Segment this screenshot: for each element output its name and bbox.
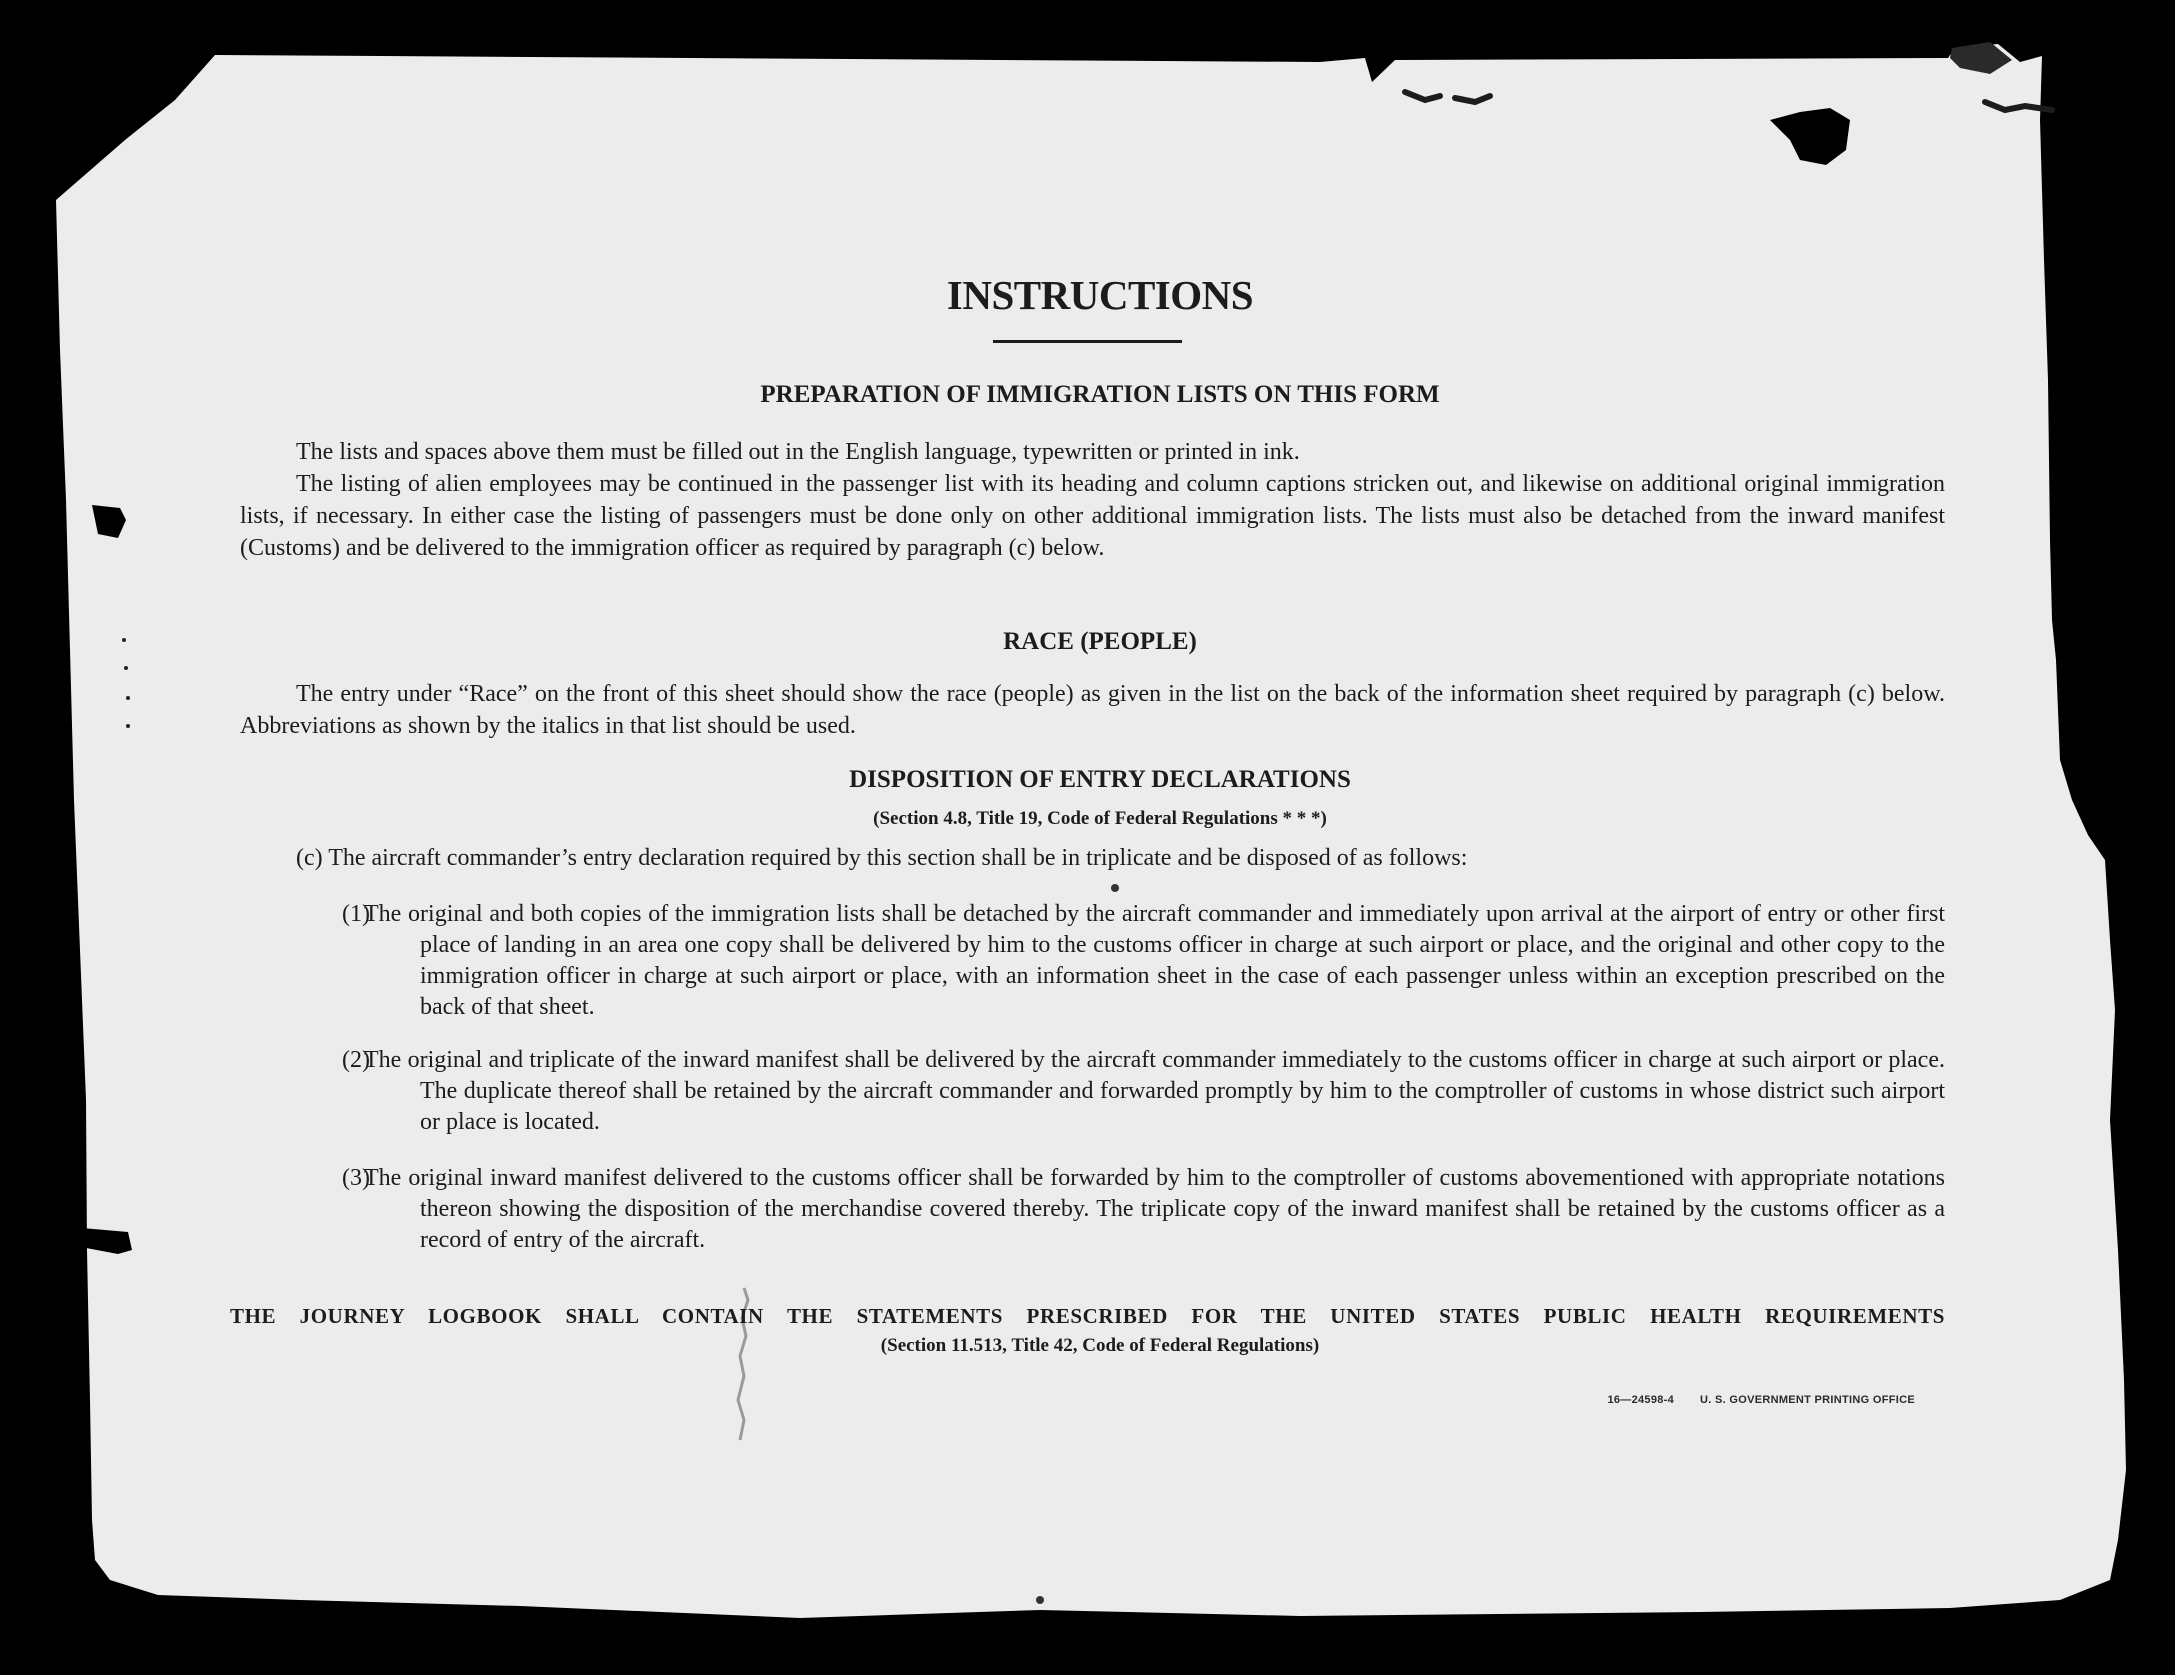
item-number: (3)	[342, 1165, 370, 1191]
speck	[1036, 1596, 1044, 1604]
race-paragraph: The entry under “Race” on the front of this sheet should show the race (people) as given in the list on the back of the information sheet required by paragraph (c) below. Abbreviations as shown by the italics in that list should be used.	[240, 681, 1945, 739]
item-text: The original and both copies of the immigration lists shall be detached by the aircraft commander and immediately upon arrival at the airport of entry or other first place of landing in an area one copy shall be delivered by him to the customs officer in charge at such airport or place, and the original and other copy to the immigration officer in charge at such airport or place, with an information sheet in the case of each passenger unless within an exception prescribed on the back of that sheet.	[364, 901, 1945, 1020]
item-text: The original and triplicate of the inward manifest shall be delivered by the aircraft commander immediately to the customs officer in charge at such airport or place. The duplicate thereof shall be retained by the aircraft commander and forwarded promptly by him to the comptroller of customs in whose district such airport or place is located.	[364, 1047, 1945, 1135]
journey-statement: THE JOURNEY LOGBOOK SHALL CONTAIN THE STATEMENTS PRESCRIBED FOR THE UNITED STATES PUBLIC HEALTH REQUIREMENTS	[230, 1304, 1945, 1328]
speck	[124, 666, 128, 670]
speck	[1111, 884, 1119, 892]
form-code: 16—24598-4	[1607, 1394, 1675, 1406]
printing-office: U. S. GOVERNMENT PRINTING OFFICE	[1700, 1394, 1915, 1406]
item-text: The original inward manifest delivered to the customs officer shall be forwarded by him to the comptroller of customs abovementioned with appropriate notations thereon showing the disposition of the merchandise covered thereby. The triplicate copy of the inward manifest shall be retained by the customs officer as a record of entry of the aircraft.	[364, 1165, 1945, 1253]
speck	[126, 724, 130, 728]
speck	[126, 696, 130, 700]
disposition-item-3	[342, 1163, 1945, 1256]
journey-citation: (Section 11.513, Title 42, Code of Federal Regulations)	[880, 1335, 1320, 1356]
speck	[122, 638, 126, 642]
item-number: (2)	[342, 1047, 370, 1073]
disposition-citation: (Section 4.8, Title 19, Code of Federal Regulations * * *)	[873, 808, 1327, 829]
heading-race: RACE (PEOPLE)	[1003, 628, 1197, 655]
disposition-item-1	[342, 899, 1945, 1023]
intro-text: The aircraft commander’s entry declaration required by this section shall be in triplicate and be disposed of as follows:	[328, 845, 1468, 871]
preparation-paragraph-1: The lists and spaces above them must be filled out in the English language, typewritten or printed in ink.	[296, 439, 1300, 465]
page-title: INSTRUCTIONS	[946, 272, 1254, 318]
title-underline	[993, 340, 1182, 343]
disposition-item-2	[342, 1045, 1945, 1138]
item-number: (1)	[342, 901, 370, 927]
printer-imprint	[1500, 1394, 1915, 1406]
heading-preparation: PREPARATION OF IMMIGRATION LISTS ON THIS FORM	[760, 381, 1440, 408]
disposition-intro	[296, 842, 1946, 874]
heading-disposition: DISPOSITION OF ENTRY DECLARATIONS	[849, 766, 1351, 793]
intro-label: (c)	[296, 845, 323, 871]
preparation-paragraph-2: The listing of alien employees may be continued in the passenger list with its heading and column captions stricken out, and likewise on additional original immigration lists, if necessary. In either case the listing of passengers must be done only on other additional immigration lists. The lists must also be detached from the inward manifest (Customs) and be delivered to the immigration officer as required by paragraph (c) below.	[240, 471, 1945, 561]
